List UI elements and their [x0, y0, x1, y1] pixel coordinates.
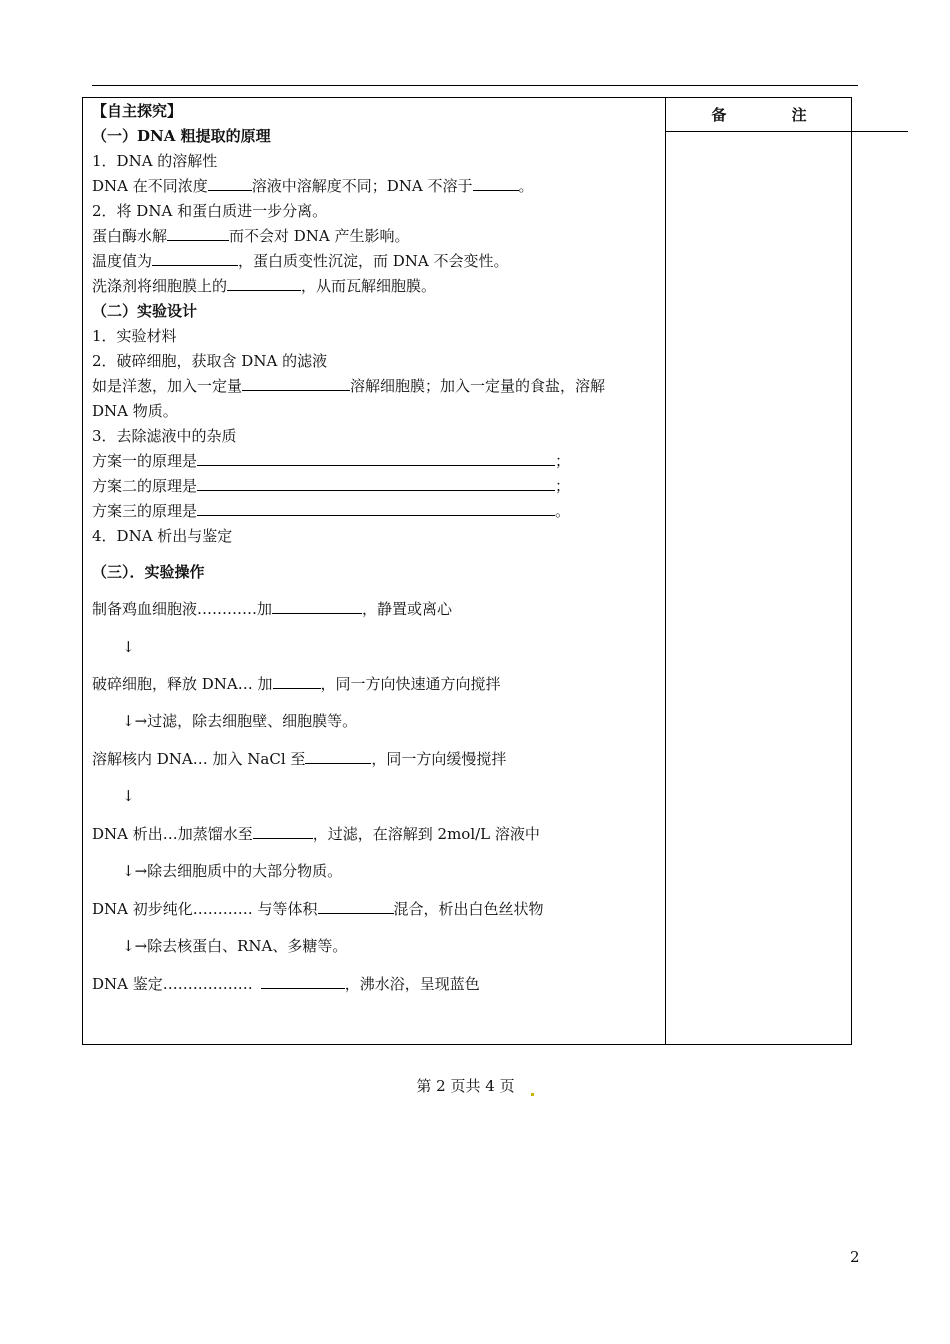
subsection-design-title: （二）实验设计: [92, 302, 198, 320]
item-plan-three: 方案三的原理是 。: [92, 502, 571, 520]
fill-blank[interactable]: [318, 899, 394, 914]
fill-blank[interactable]: [261, 974, 345, 989]
decorative-dot: [531, 1093, 534, 1096]
subsection-principle-title: （一）DNA 粗提取的原理: [92, 127, 271, 145]
fill-blank[interactable]: [273, 674, 321, 689]
flow-arrow-note: ↓→过滤，除去细胞壁、细胞膜等。: [122, 712, 358, 730]
item-plan-two: 方案二的原理是 ；: [92, 477, 571, 495]
item-temperature: 温度值为 ，蛋白质变性沉淀，而 DNA 不会变性。: [92, 252, 509, 270]
flow-arrow: ↓: [122, 787, 135, 805]
item-break-cells: 2．破碎细胞，获取含 DNA 的滤液: [92, 352, 328, 370]
item-dna-solubility: 1．DNA 的溶解性: [92, 152, 218, 170]
worksheet-frame: [82, 97, 852, 1045]
notes-header-rule-extension: [852, 131, 908, 132]
item-remove-impurities: 3．去除滤液中的杂质: [92, 427, 237, 445]
page-footer: 第 2 页共 4 页: [0, 1075, 950, 1096]
column-divider: [665, 98, 666, 1044]
step-identify: DNA 鉴定……………… ，沸水浴，呈现蓝色: [92, 975, 480, 993]
fill-blank[interactable]: [197, 451, 555, 466]
fill-blank[interactable]: [253, 824, 313, 839]
flow-arrow: ↓: [122, 638, 135, 656]
step-precipitate: DNA 析出…加蒸馏水至 ，过滤，在溶解到 2mol/L 溶液中: [92, 825, 540, 843]
fill-blank[interactable]: [197, 501, 555, 516]
fill-blank[interactable]: [167, 226, 229, 241]
item-precipitate-identify: 4．DNA 析出与鉴定: [92, 527, 233, 545]
step-dissolve: 溶解核内 DNA… 加入 NaCl 至 ，同一方向缓慢搅拌: [92, 750, 507, 768]
flow-arrow-note: ↓→除去细胞质中的大部分物质。: [122, 862, 343, 880]
item-onion-cont: DNA 物质。: [92, 402, 178, 420]
step-break-cells: 破碎细胞，释放 DNA… 加 ，同一方向快速通方向搅拌: [92, 675, 501, 693]
step-purify: DNA 初步纯化………… 与等体积 混合，析出白色丝状物: [92, 900, 544, 918]
fill-blank[interactable]: [208, 176, 252, 191]
fill-blank[interactable]: [242, 376, 350, 391]
fill-blank[interactable]: [152, 251, 238, 266]
header-rule: [92, 85, 858, 86]
item-plan-one: 方案一的原理是 ；: [92, 452, 571, 470]
fill-blank[interactable]: [197, 476, 555, 491]
section-title: 【自主探究】: [92, 102, 183, 120]
subsection-operation-title: （三）．实验操作: [92, 563, 205, 581]
item-separation: 2．将 DNA 和蛋白质进一步分离。: [92, 202, 328, 220]
fill-blank[interactable]: [227, 276, 301, 291]
notes-column-header: 备 注: [666, 98, 852, 132]
item-dna-solubility-detail: DNA 在不同浓度 溶液中溶解度不同；DNA 不溶于 。: [92, 177, 534, 195]
fill-blank[interactable]: [272, 599, 362, 614]
item-onion: 如是洋葱，加入一定量 溶解细胞膜；加入一定量的食盐，溶解: [92, 377, 606, 395]
page-number: 2: [850, 1248, 860, 1266]
item-materials: 1．实验材料: [92, 327, 177, 345]
fill-blank[interactable]: [473, 176, 519, 191]
item-protease: 蛋白酶水解 而不会对 DNA 产生影响。: [92, 227, 410, 245]
fill-blank[interactable]: [305, 749, 371, 764]
step-prepare-blood: 制备鸡血细胞液…………加 ，静置或离心: [92, 600, 453, 618]
item-detergent: 洗涤剂将细胞膜上的 ，从而瓦解细胞膜。: [92, 277, 437, 295]
flow-arrow-note: ↓→除去核蛋白、RNA、多糖等。: [122, 937, 348, 955]
